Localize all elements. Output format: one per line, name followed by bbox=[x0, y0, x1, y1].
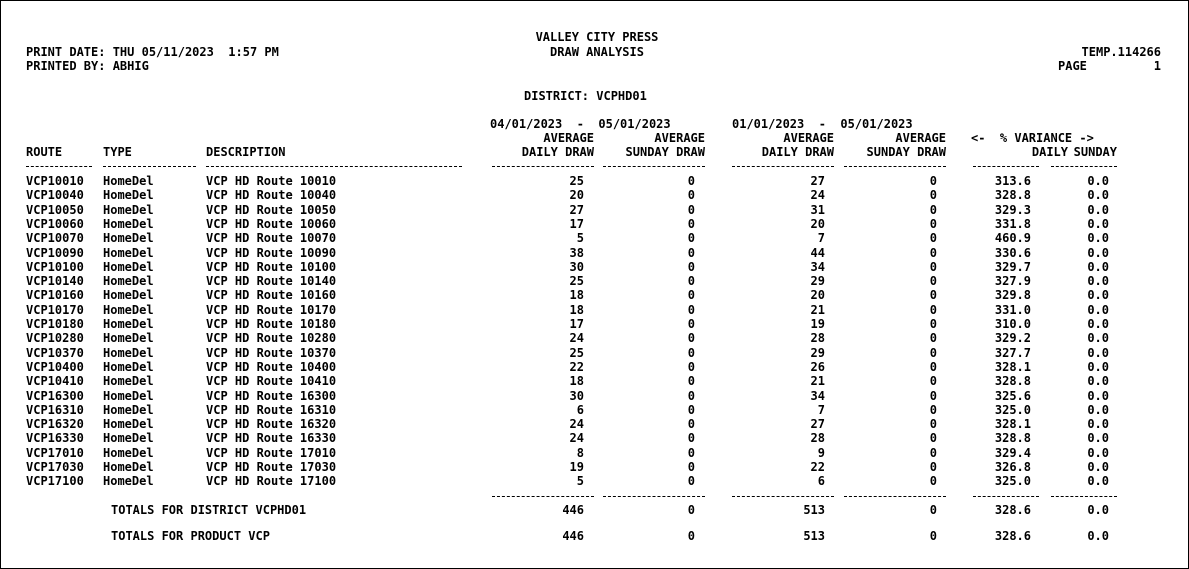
variance-daily-cell: 328.8 bbox=[994, 431, 1031, 446]
variance-daily-heading: DAILY bbox=[1031, 145, 1068, 159]
variance-heading: <- % VARIANCE -> bbox=[971, 131, 1094, 145]
totals-variance-daily: 328.6 bbox=[994, 529, 1031, 543]
variance-sunday-cell: 0.0 bbox=[1087, 388, 1109, 403]
sunday-draw-cell-2: 0 bbox=[929, 302, 937, 317]
daily-draw-cell-1: 18 bbox=[569, 288, 584, 303]
sunday-draw-cell-1: 0 bbox=[687, 288, 695, 303]
sunday-draw-cell-2: 0 bbox=[929, 259, 937, 274]
variance-sunday-cell: 0.0 bbox=[1087, 431, 1109, 446]
type-cell: HomeDel bbox=[103, 445, 154, 460]
route-heading: ROUTE bbox=[26, 145, 63, 159]
totals-separator-1 bbox=[492, 496, 594, 497]
route-cell: VCP10060 bbox=[26, 216, 84, 231]
daily-draw-cell-1: 17 bbox=[569, 216, 584, 231]
variance-sunday-cell: 0.0 bbox=[1087, 402, 1109, 417]
table-row bbox=[1, 331, 1188, 345]
variance-daily-cell: 327.9 bbox=[994, 274, 1031, 289]
daily-draw-cell-2: 29 bbox=[810, 345, 825, 360]
variance-sunday-cell: 0.0 bbox=[1087, 374, 1109, 389]
totals-separator-3 bbox=[732, 496, 834, 497]
table-row bbox=[1, 460, 1188, 474]
variance-daily-cell: 325.0 bbox=[994, 402, 1031, 417]
table-row bbox=[1, 474, 1188, 488]
daily-draw-cell-2: 21 bbox=[810, 374, 825, 389]
totals-daily-draw-2: 513 bbox=[803, 503, 825, 517]
sunday-draw-cell-1: 0 bbox=[687, 402, 695, 417]
totals-variance-sunday: 0.0 bbox=[1087, 503, 1109, 517]
daily-draw-cell-1: 30 bbox=[569, 388, 584, 403]
route-cell: VCP10090 bbox=[26, 245, 84, 260]
daily-draw-cell-2: 31 bbox=[810, 202, 825, 217]
variance-daily-cell: 328.8 bbox=[994, 374, 1031, 389]
type-cell: HomeDel bbox=[103, 345, 154, 360]
variance-daily-cell: 328.8 bbox=[994, 188, 1031, 203]
route-cell: VCP10180 bbox=[26, 317, 84, 331]
variance-sunday-cell: 0.0 bbox=[1087, 174, 1109, 188]
type-cell: HomeDel bbox=[103, 359, 154, 374]
totals-label: TOTALS FOR DISTRICT VCPHD01 bbox=[111, 503, 307, 517]
report-id: TEMP.114266 bbox=[1081, 45, 1161, 59]
route-cell: VCP10370 bbox=[26, 345, 84, 360]
daily-draw-cell-2: 22 bbox=[810, 460, 825, 474]
description-cell: VCP HD Route 10050 bbox=[206, 202, 337, 217]
route-cell: VCP10040 bbox=[26, 188, 84, 203]
variance-sunday-cell: 0.0 bbox=[1087, 331, 1109, 346]
sunday-draw-underline-2 bbox=[844, 166, 946, 167]
district-label: DISTRICT: VCPHD01 bbox=[524, 89, 647, 103]
sunday-draw-cell-1: 0 bbox=[687, 245, 695, 260]
sunday-draw-cell-1: 0 bbox=[687, 231, 695, 246]
sunday-draw-cell-2: 0 bbox=[929, 202, 937, 217]
route-cell: VCP17100 bbox=[26, 474, 84, 489]
variance-sunday-cell: 0.0 bbox=[1087, 216, 1109, 231]
variance-daily-cell: 329.2 bbox=[994, 331, 1031, 346]
variance-daily-cell: 331.8 bbox=[994, 216, 1031, 231]
table-row bbox=[1, 417, 1188, 431]
variance-daily-cell: 460.9 bbox=[994, 231, 1031, 246]
print-date: PRINT DATE: THU 05/11/2023 1:57 PM bbox=[26, 45, 279, 59]
route-cell: VCP16310 bbox=[26, 402, 84, 417]
route-cell: VCP16320 bbox=[26, 417, 84, 432]
sunday-draw-cell-2: 0 bbox=[929, 359, 937, 374]
daily-draw-cell-1: 30 bbox=[569, 259, 584, 274]
route-cell: VCP17030 bbox=[26, 460, 84, 474]
route-cell: VCP10070 bbox=[26, 231, 84, 246]
description-cell: VCP HD Route 10140 bbox=[206, 274, 337, 289]
table-row bbox=[1, 431, 1188, 445]
daily-draw-cell-1: 24 bbox=[569, 431, 584, 446]
table-row bbox=[1, 346, 1188, 360]
totals-daily-draw-2: 513 bbox=[803, 529, 825, 543]
route-cell: VCP10410 bbox=[26, 374, 84, 389]
table-row bbox=[1, 303, 1188, 317]
daily-draw-cell-1: 22 bbox=[569, 359, 584, 374]
table-row bbox=[1, 317, 1188, 331]
date-range-1: 04/01/2023 - 05/01/2023 bbox=[490, 117, 671, 131]
sunday-draw-cell-2: 0 bbox=[929, 231, 937, 246]
sunday-draw-cell-1: 0 bbox=[687, 359, 695, 374]
daily-draw-cell-2: 7 bbox=[817, 231, 825, 246]
sunday-draw-cell-2: 0 bbox=[929, 331, 937, 346]
type-underline bbox=[103, 166, 196, 167]
variance-daily-cell: 313.6 bbox=[994, 174, 1031, 188]
route-cell: VCP10170 bbox=[26, 302, 84, 317]
daily-draw-cell-2: 24 bbox=[810, 188, 825, 203]
daily-draw-cell-1: 24 bbox=[569, 417, 584, 432]
description-cell: VCP HD Route 16320 bbox=[206, 417, 337, 432]
average-heading-3: AVERAGE bbox=[783, 131, 834, 145]
totals-variance-daily: 328.6 bbox=[994, 503, 1031, 517]
route-cell: VCP16300 bbox=[26, 388, 84, 403]
sunday-draw-cell-2: 0 bbox=[929, 388, 937, 403]
daily-draw-cell-2: 21 bbox=[810, 302, 825, 317]
description-cell: VCP HD Route 10170 bbox=[206, 302, 337, 317]
sunday-draw-cell-1: 0 bbox=[687, 202, 695, 217]
route-cell: VCP10280 bbox=[26, 331, 84, 346]
daily-draw-underline-2 bbox=[732, 166, 834, 167]
type-cell: HomeDel bbox=[103, 202, 154, 217]
route-cell: VCP10010 bbox=[26, 174, 84, 188]
sunday-draw-cell-1: 0 bbox=[687, 174, 695, 188]
variance-sunday-cell: 0.0 bbox=[1087, 317, 1109, 331]
table-row bbox=[1, 389, 1188, 403]
totals-daily-draw-1: 446 bbox=[562, 529, 584, 543]
description-cell: VCP HD Route 10070 bbox=[206, 231, 337, 246]
description-cell: VCP HD Route 10400 bbox=[206, 359, 337, 374]
variance-sunday-cell: 0.0 bbox=[1087, 460, 1109, 474]
totals-label: TOTALS FOR PRODUCT VCP bbox=[111, 529, 270, 543]
description-cell: VCP HD Route 10370 bbox=[206, 345, 337, 360]
sunday-draw-cell-1: 0 bbox=[687, 445, 695, 460]
sunday-draw-cell-1: 0 bbox=[687, 417, 695, 432]
daily-draw-underline-1 bbox=[492, 166, 594, 167]
average-heading-2: AVERAGE bbox=[654, 131, 705, 145]
daily-draw-cell-1: 20 bbox=[569, 188, 584, 203]
sunday-draw-cell-1: 0 bbox=[687, 431, 695, 446]
route-cell: VCP10100 bbox=[26, 259, 84, 274]
type-cell: HomeDel bbox=[103, 302, 154, 317]
variance-daily-cell: 328.1 bbox=[994, 359, 1031, 374]
variance-sunday-cell: 0.0 bbox=[1087, 245, 1109, 260]
sunday-draw-cell-2: 0 bbox=[929, 317, 937, 331]
description-cell: VCP HD Route 10410 bbox=[206, 374, 337, 389]
sunday-draw-cell-1: 0 bbox=[687, 274, 695, 289]
description-cell: VCP HD Route 16330 bbox=[206, 431, 337, 446]
type-cell: HomeDel bbox=[103, 216, 154, 231]
totals-daily-draw-1: 446 bbox=[562, 503, 584, 517]
daily-draw-cell-1: 6 bbox=[576, 402, 584, 417]
daily-draw-cell-2: 27 bbox=[810, 174, 825, 188]
variance-sunday-cell: 0.0 bbox=[1087, 474, 1109, 489]
sunday-draw-cell-2: 0 bbox=[929, 245, 937, 260]
table-row bbox=[1, 174, 1188, 188]
type-cell: HomeDel bbox=[103, 388, 154, 403]
route-cell: VCP10160 bbox=[26, 288, 84, 303]
sunday-draw-cell-1: 0 bbox=[687, 460, 695, 474]
variance-sunday-cell: 0.0 bbox=[1087, 445, 1109, 460]
totals-sunday-draw-1: 0 bbox=[687, 503, 695, 517]
table-row bbox=[1, 217, 1188, 231]
type-cell: HomeDel bbox=[103, 174, 154, 188]
totals-separator-4 bbox=[844, 496, 946, 497]
variance-daily-cell: 329.3 bbox=[994, 202, 1031, 217]
description-cell: VCP HD Route 10010 bbox=[206, 174, 337, 188]
variance-daily-cell: 329.8 bbox=[994, 288, 1031, 303]
daily-draw-cell-1: 19 bbox=[569, 460, 584, 474]
variance-daily-cell: 329.4 bbox=[994, 445, 1031, 460]
printed-by: PRINTED BY: ABHIG bbox=[26, 59, 149, 73]
daily-draw-cell-1: 17 bbox=[569, 317, 584, 331]
average-heading-1: AVERAGE bbox=[543, 131, 594, 145]
totals-sunday-draw-2: 0 bbox=[929, 503, 937, 517]
daily-draw-cell-2: 26 bbox=[810, 359, 825, 374]
type-cell: HomeDel bbox=[103, 460, 154, 474]
variance-sunday-cell: 0.0 bbox=[1087, 231, 1109, 246]
variance-sunday-cell: 0.0 bbox=[1087, 302, 1109, 317]
description-cell: VCP HD Route 10090 bbox=[206, 245, 337, 260]
table-row bbox=[1, 288, 1188, 302]
sunday-draw-cell-2: 0 bbox=[929, 445, 937, 460]
description-cell: VCP HD Route 10040 bbox=[206, 188, 337, 203]
variance-sunday-cell: 0.0 bbox=[1087, 417, 1109, 432]
description-cell: VCP HD Route 17030 bbox=[206, 460, 337, 474]
description-cell: VCP HD Route 17100 bbox=[206, 474, 337, 489]
daily-draw-cell-1: 8 bbox=[576, 445, 584, 460]
type-cell: HomeDel bbox=[103, 474, 154, 489]
table-row bbox=[1, 260, 1188, 274]
daily-draw-heading-1: DAILY DRAW bbox=[521, 145, 594, 159]
route-underline bbox=[26, 166, 92, 167]
sunday-draw-cell-1: 0 bbox=[687, 302, 695, 317]
variance-sunday-cell: 0.0 bbox=[1087, 188, 1109, 203]
date-range-2: 01/01/2023 - 05/01/2023 bbox=[732, 117, 913, 131]
page-label: PAGE bbox=[1058, 59, 1087, 73]
variance-daily-cell: 325.0 bbox=[994, 474, 1031, 489]
variance-daily-cell: 325.6 bbox=[994, 388, 1031, 403]
variance-sunday-cell: 0.0 bbox=[1087, 202, 1109, 217]
sunday-draw-cell-1: 0 bbox=[687, 188, 695, 203]
description-cell: VCP HD Route 10280 bbox=[206, 331, 337, 346]
daily-draw-cell-1: 25 bbox=[569, 274, 584, 289]
type-cell: HomeDel bbox=[103, 317, 154, 331]
daily-draw-heading-2: DAILY DRAW bbox=[761, 145, 834, 159]
variance-daily-cell: 327.7 bbox=[994, 345, 1031, 360]
description-cell: VCP HD Route 16300 bbox=[206, 388, 337, 403]
variance-daily-cell: 331.0 bbox=[994, 302, 1031, 317]
type-cell: HomeDel bbox=[103, 417, 154, 432]
daily-draw-cell-2: 6 bbox=[817, 474, 825, 489]
type-cell: HomeDel bbox=[103, 288, 154, 303]
daily-draw-cell-2: 29 bbox=[810, 274, 825, 289]
type-heading: TYPE bbox=[103, 145, 132, 159]
sunday-draw-heading-1: SUNDAY DRAW bbox=[625, 145, 705, 159]
variance-daily-cell: 329.7 bbox=[994, 259, 1031, 274]
daily-draw-cell-1: 24 bbox=[569, 331, 584, 346]
sunday-draw-cell-2: 0 bbox=[929, 417, 937, 432]
daily-draw-cell-2: 34 bbox=[810, 388, 825, 403]
description-cell: VCP HD Route 16310 bbox=[206, 402, 337, 417]
route-cell: VCP10140 bbox=[26, 274, 84, 289]
daily-draw-cell-1: 18 bbox=[569, 302, 584, 317]
variance-sunday-cell: 0.0 bbox=[1087, 274, 1109, 289]
daily-draw-cell-2: 28 bbox=[810, 431, 825, 446]
variance-sunday-cell: 0.0 bbox=[1087, 359, 1109, 374]
daily-draw-cell-1: 27 bbox=[569, 202, 584, 217]
variance-daily-cell: 330.6 bbox=[994, 245, 1031, 260]
page-number: 1 bbox=[1153, 59, 1161, 73]
sunday-draw-underline-1 bbox=[603, 166, 705, 167]
type-cell: HomeDel bbox=[103, 402, 154, 417]
totals-row-product bbox=[1, 529, 1188, 543]
sunday-draw-cell-1: 0 bbox=[687, 331, 695, 346]
sunday-draw-cell-1: 0 bbox=[687, 259, 695, 274]
daily-draw-cell-1: 18 bbox=[569, 374, 584, 389]
description-heading: DESCRIPTION bbox=[206, 145, 286, 159]
variance-daily-cell: 326.8 bbox=[994, 460, 1031, 474]
totals-separator-5 bbox=[973, 496, 1039, 497]
sunday-draw-heading-2: SUNDAY DRAW bbox=[866, 145, 946, 159]
variance-sunday-cell: 0.0 bbox=[1087, 288, 1109, 303]
sunday-draw-cell-1: 0 bbox=[687, 474, 695, 489]
route-cell: VCP10050 bbox=[26, 202, 84, 217]
sunday-draw-cell-1: 0 bbox=[687, 317, 695, 331]
route-cell: VCP17010 bbox=[26, 445, 84, 460]
daily-draw-cell-2: 27 bbox=[810, 417, 825, 432]
daily-draw-cell-2: 9 bbox=[817, 445, 825, 460]
sunday-draw-cell-2: 0 bbox=[929, 345, 937, 360]
daily-draw-cell-2: 19 bbox=[810, 317, 825, 331]
daily-draw-cell-2: 20 bbox=[810, 216, 825, 231]
description-cell: VCP HD Route 17010 bbox=[206, 445, 337, 460]
daily-draw-cell-2: 44 bbox=[810, 245, 825, 260]
daily-draw-cell-1: 38 bbox=[569, 245, 584, 260]
sunday-draw-cell-2: 0 bbox=[929, 216, 937, 231]
description-underline bbox=[206, 166, 462, 167]
totals-sunday-draw-1: 0 bbox=[687, 529, 695, 543]
description-cell: VCP HD Route 10160 bbox=[206, 288, 337, 303]
table-row bbox=[1, 203, 1188, 217]
sunday-draw-cell-2: 0 bbox=[929, 274, 937, 289]
report-title: DRAW ANALYSIS bbox=[550, 45, 644, 59]
daily-draw-cell-2: 20 bbox=[810, 288, 825, 303]
type-cell: HomeDel bbox=[103, 259, 154, 274]
table-row bbox=[1, 188, 1188, 202]
variance-daily-underline bbox=[973, 166, 1039, 167]
totals-separator-2 bbox=[603, 496, 705, 497]
type-cell: HomeDel bbox=[103, 245, 154, 260]
totals-separator-6 bbox=[1051, 496, 1117, 497]
daily-draw-cell-2: 28 bbox=[810, 331, 825, 346]
company-name: VALLEY CITY PRESS bbox=[535, 30, 659, 44]
sunday-draw-cell-1: 0 bbox=[687, 374, 695, 389]
daily-draw-cell-1: 5 bbox=[576, 474, 584, 489]
sunday-draw-cell-2: 0 bbox=[929, 474, 937, 489]
type-cell: HomeDel bbox=[103, 188, 154, 203]
description-cell: VCP HD Route 10100 bbox=[206, 259, 337, 274]
daily-draw-cell-2: 34 bbox=[810, 259, 825, 274]
sunday-draw-cell-2: 0 bbox=[929, 431, 937, 446]
table-row bbox=[1, 274, 1188, 288]
type-cell: HomeDel bbox=[103, 431, 154, 446]
variance-sunday-underline bbox=[1051, 166, 1117, 167]
variance-daily-cell: 310.0 bbox=[994, 317, 1031, 331]
type-cell: HomeDel bbox=[103, 274, 154, 289]
table-row bbox=[1, 374, 1188, 388]
totals-sunday-draw-2: 0 bbox=[929, 529, 937, 543]
sunday-draw-cell-1: 0 bbox=[687, 345, 695, 360]
variance-sunday-cell: 0.0 bbox=[1087, 345, 1109, 360]
sunday-draw-cell-2: 0 bbox=[929, 402, 937, 417]
daily-draw-cell-1: 25 bbox=[569, 174, 584, 188]
description-cell: VCP HD Route 10180 bbox=[206, 317, 337, 331]
average-heading-4: AVERAGE bbox=[895, 131, 946, 145]
route-cell: VCP16330 bbox=[26, 431, 84, 446]
table-row bbox=[1, 231, 1188, 245]
sunday-draw-cell-2: 0 bbox=[929, 374, 937, 389]
sunday-draw-cell-2: 0 bbox=[929, 174, 937, 188]
type-cell: HomeDel bbox=[103, 331, 154, 346]
variance-sunday-heading: SUNDAY bbox=[1073, 145, 1117, 159]
table-row bbox=[1, 403, 1188, 417]
description-cell: VCP HD Route 10060 bbox=[206, 216, 337, 231]
route-cell: VCP10400 bbox=[26, 359, 84, 374]
totals-variance-sunday: 0.0 bbox=[1087, 529, 1109, 543]
daily-draw-cell-2: 7 bbox=[817, 402, 825, 417]
variance-daily-cell: 328.1 bbox=[994, 417, 1031, 432]
type-cell: HomeDel bbox=[103, 231, 154, 246]
type-cell: HomeDel bbox=[103, 374, 154, 389]
totals-row-district bbox=[1, 503, 1188, 517]
sunday-draw-cell-2: 0 bbox=[929, 460, 937, 474]
sunday-draw-cell-1: 0 bbox=[687, 216, 695, 231]
variance-sunday-cell: 0.0 bbox=[1087, 259, 1109, 274]
daily-draw-cell-1: 25 bbox=[569, 345, 584, 360]
sunday-draw-cell-2: 0 bbox=[929, 288, 937, 303]
daily-draw-cell-1: 5 bbox=[576, 231, 584, 246]
sunday-draw-cell-2: 0 bbox=[929, 188, 937, 203]
table-row bbox=[1, 246, 1188, 260]
sunday-draw-cell-1: 0 bbox=[687, 388, 695, 403]
table-row bbox=[1, 446, 1188, 460]
table-row bbox=[1, 360, 1188, 374]
